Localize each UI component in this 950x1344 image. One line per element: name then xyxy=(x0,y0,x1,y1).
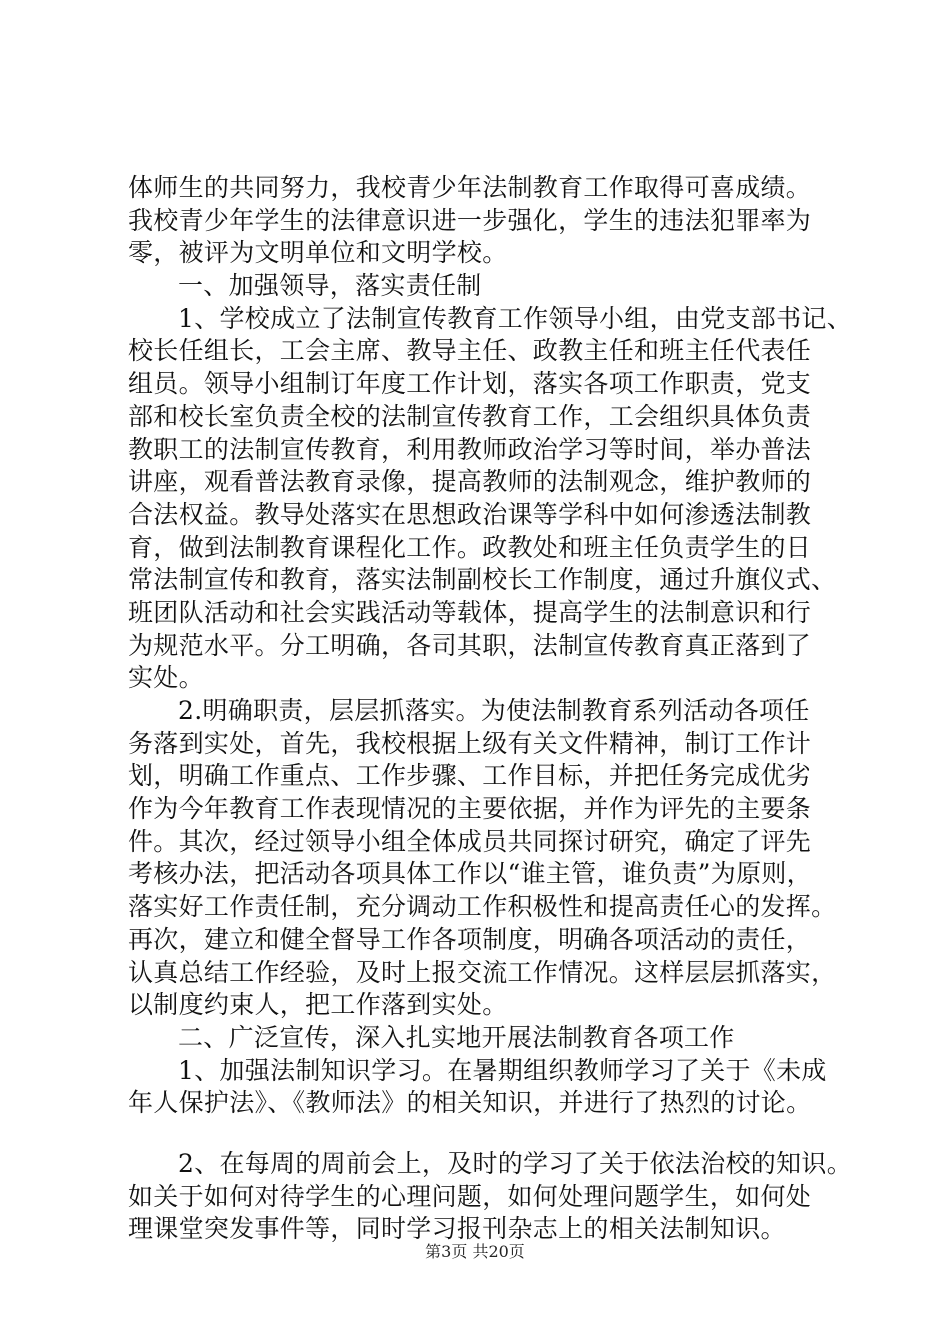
text-line: 认真总结工作经验，及时上报交流工作情况。这样层层抓落实， xyxy=(128,957,837,987)
text-line: 部和校长室负责全校的法制宣传教育工作，工会组织具体负责 xyxy=(128,401,812,431)
text-line: 零，被评为文明单位和文明学校。 xyxy=(128,238,508,268)
text-line: 再次，建立和健全督导工作各项制度，明确各项活动的责任， xyxy=(128,924,812,954)
section-heading xyxy=(128,1022,828,1055)
text-line: 2.明确职责，层层抓落实。为使法制教育系列活动各项任 xyxy=(178,696,810,725)
text-line: 校长任组长，工会主席、教导主任、政教主任和班主任代表任 xyxy=(128,336,812,366)
text-line: 我校青少年学生的法律意识进一步强化，学生的违法犯罪率为 xyxy=(128,205,812,235)
text-line: 划，明确工作重点、工作步骤、工作目标，并把任务完成优劣 xyxy=(128,761,812,791)
text-line: 育，做到法制教育课程化工作。政教处和班主任负责学生的日 xyxy=(128,532,812,562)
paragraph xyxy=(128,303,853,695)
section-heading xyxy=(128,270,828,303)
heading-line: 二、广泛宣传，深入扎实地开展法制教育各项工作 xyxy=(178,1022,735,1052)
document-body xyxy=(128,172,853,1246)
paragraph xyxy=(128,1055,828,1120)
text-line: 为规范水平。分工明确，各司其职，法制宣传教育真正落到了 xyxy=(128,630,812,660)
text-line: 常法制宣传和教育，落实法制副校长工作制度，通过升旗仪式、 xyxy=(128,565,837,595)
paragraph xyxy=(128,695,837,1022)
text-line: 如关于如何对待学生的心理问题，如何处理问题学生，如何处 xyxy=(128,1181,812,1211)
text-line: 务落到实处，首先，我校根据上级有关文件精神，制订工作计 xyxy=(128,728,812,758)
text-line: 件。其次，经过领导小组全体成员共同探讨研究，确定了评先 xyxy=(128,826,812,856)
text-line: 考核办法，把活动各项具体工作以“谁主管，谁负责”为原则， xyxy=(128,859,812,889)
text-line: 体师生的共同努力，我校青少年法制教育工作取得可喜成绩。 xyxy=(128,173,812,202)
text-line: 作为今年教育工作表现情况的主要依据，并作为评先的主要条 xyxy=(128,794,812,824)
text-line: 落实好工作责任制，充分调动工作积极性和提高责任心的发挥。 xyxy=(128,892,837,922)
paragraph-gap xyxy=(128,1120,828,1148)
text-line: 1、加强法制知识学习。在暑期组织教师学习了关于《未成 xyxy=(178,1055,827,1085)
paragraph xyxy=(128,1148,853,1246)
text-line: 教职工的法制宣传教育，利用教师政治学习等时间，举办普法 xyxy=(128,434,812,464)
text-line: 合法权益。教导处落实在思想政治课等学科中如何渗透法制教 xyxy=(128,499,812,529)
text-line: 年人保护法》、《教师法》的相关知识，并进行了热烈的讨论。 xyxy=(128,1088,812,1118)
text-line: 组员。领导小组制订年度工作计划，落实各项工作职责，党支 xyxy=(128,369,812,399)
text-line: 实处。 xyxy=(128,663,204,693)
paragraph xyxy=(128,172,828,270)
heading-line: 一、加强领导，落实责任制 xyxy=(178,271,482,301)
text-line: 理课堂突发事件等，同时学习报刊杂志上的相关法制知识。 xyxy=(128,1214,786,1244)
text-line: 班团队活动和社会实践活动等载体，提高学生的法制意识和行 xyxy=(128,597,812,627)
text-line: 1、学校成立了法制宣传教育工作领导小组，由党支部书记、 xyxy=(178,303,853,333)
text-line: 以制度约束人，把工作落到实处。 xyxy=(128,990,508,1020)
text-line: 讲座，观看普法教育录像，提高教师的法制观念，维护教师的 xyxy=(128,467,812,497)
text-line: 2、在每周的周前会上，及时的学习了关于依法治校的知识。 xyxy=(178,1148,853,1178)
page-number-footer: 第3页 共20页 xyxy=(425,1242,525,1261)
